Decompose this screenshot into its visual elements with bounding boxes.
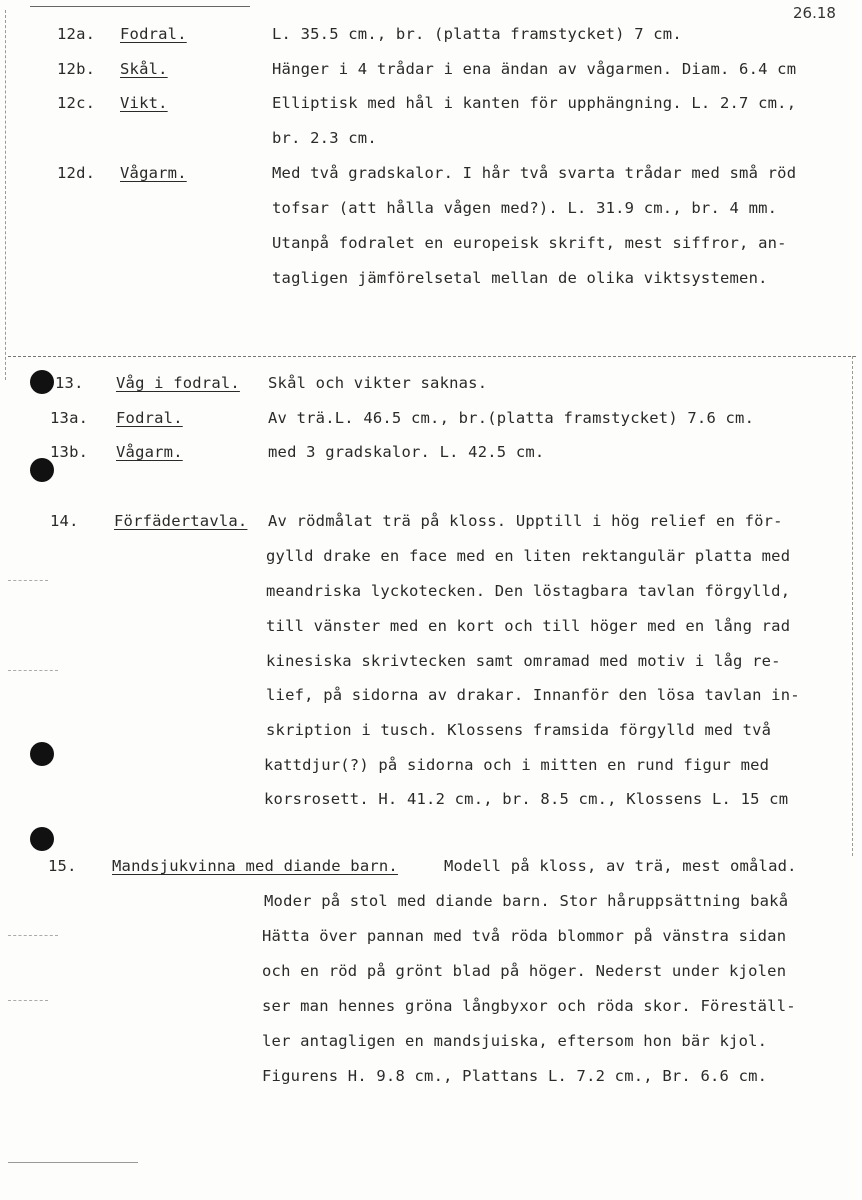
faint-mark (8, 1000, 48, 1001)
punch-hole (30, 742, 54, 766)
entry-number: 13a. (50, 409, 89, 427)
bottom-mark (8, 1162, 138, 1163)
entry-number: 14. (50, 512, 79, 530)
entry-number: 12d. (57, 164, 96, 182)
entry-text-line: Modell på kloss, av trä, mest omålad. (444, 857, 797, 875)
entry-text-line: kinesiska skrivtecken samt omramad med motiv i låg re- (266, 652, 781, 670)
entry-text-line: Figurens H. 9.8 cm., Plattans L. 7.2 cm., Br. 6.6 cm. (262, 1067, 768, 1085)
entry-number: 13b. (50, 443, 89, 461)
entry-text-line: ser man hennes gröna långbyxor och röda skor. Föreställ- (262, 997, 796, 1015)
entry-text-line: gylld drake en face med en liten rektangulär platta med (266, 547, 791, 565)
entry-title: Mandsjukvinna med diande barn. (112, 857, 398, 875)
entry-text-line: korsrosett. H. 41.2 cm., br. 8.5 cm., Klossens L. 15 cm (264, 790, 789, 808)
entry-text-line: Hätta över pannan med två röda blommor på vänstra sidan (262, 927, 787, 945)
left-margin-line (5, 10, 6, 380)
entry-title: Vågarm. (120, 164, 187, 182)
entry-number: 15. (48, 857, 77, 875)
entry-text-line: och en röd på grönt blad på höger. Nederst under kjolen (262, 962, 787, 980)
entry-title: Fodral. (120, 25, 187, 43)
entry-text-line: L. 35.5 cm., br. (platta framstycket) 7 cm. (272, 25, 682, 43)
page-number: 26.18 (793, 4, 836, 22)
entry-title: Våg i fodral. (116, 374, 240, 392)
right-edge-line (852, 356, 853, 856)
entry-text-line: kattdjur(?) på sidorna och i mitten en rund figur med (264, 756, 770, 774)
entry-number: 12c. (57, 94, 96, 112)
entry-text-line: Utanpå fodralet en europeisk skrift, mest siffror, an- (272, 234, 787, 252)
entry-text-line: till vänster med en kort och till höger med en lång rad (266, 617, 791, 635)
entry-number: 12b. (57, 60, 96, 78)
entry-text-line: Hänger i 4 trådar i ena ändan av vågarmen. Diam. 6.4 cm (272, 60, 797, 78)
top-rule (30, 6, 250, 7)
entry-text-line: med 3 gradskalor. L. 42.5 cm. (268, 443, 545, 461)
entry-text-line: lief, på sidorna av drakar. Innanför den lösa tavlan in- (266, 686, 800, 704)
entry-text-line: Elliptisk med hål i kanten för upphängning. L. 2.7 cm., (272, 94, 797, 112)
entry-title: Skål. (120, 60, 168, 78)
faint-mark (8, 580, 48, 581)
entry-text-line: br. 2.3 cm. (272, 129, 377, 147)
entry-title: Förfädertavla. (114, 512, 248, 530)
faint-mark (8, 935, 58, 936)
entry-text-line: Moder på stol med diande barn. Stor håruppsättning bakå (264, 892, 789, 910)
entry-title: Vågarm. (116, 443, 183, 461)
entry-number: 13. (55, 374, 84, 392)
entry-title: Vikt. (120, 94, 168, 112)
entry-title: Fodral. (116, 409, 183, 427)
entry-text-line: Av rödmålat trä på kloss. Upptill i hög relief en för- (268, 512, 783, 530)
entry-text-line: skription i tusch. Klossens framsida förgylld med två (266, 721, 772, 739)
section-divider (8, 356, 856, 357)
entry-text-line: ler antagligen en mandsjuiska, eftersom hon bär kjol. (262, 1032, 768, 1050)
punch-hole (30, 827, 54, 851)
entry-text-line: tagligen jämförelsetal mellan de olika viktsystemen. (272, 269, 768, 287)
entry-text-line: tofsar (att hålla vågen med?). L. 31.9 cm., br. 4 mm. (272, 199, 778, 217)
entry-number: 12a. (57, 25, 96, 43)
entry-text-line: Av trä.L. 46.5 cm., br.(platta framstycket) 7.6 cm. (268, 409, 755, 427)
entry-text-line: meandriska lyckotecken. Den löstagbara tavlan förgylld, (266, 582, 791, 600)
faint-mark (8, 670, 58, 671)
punch-hole (30, 370, 54, 394)
entry-text-line: Med två gradskalor. I hår två svarta trådar med små röd (272, 164, 797, 182)
entry-text-line: Skål och vikter saknas. (268, 374, 488, 392)
